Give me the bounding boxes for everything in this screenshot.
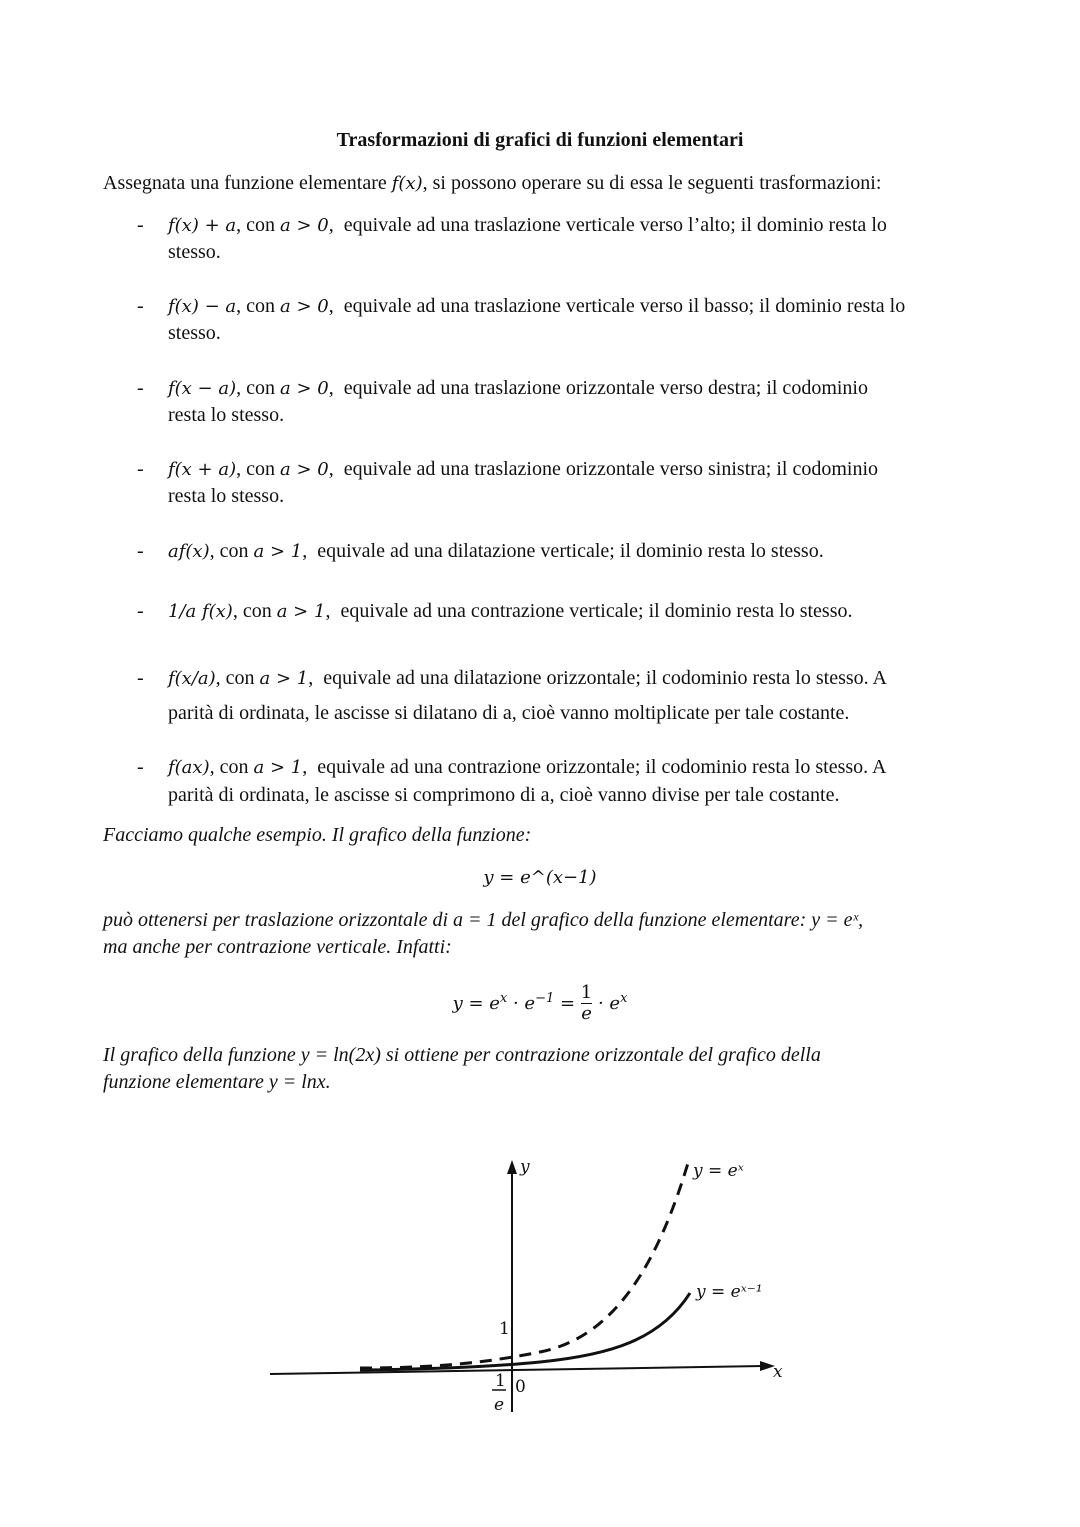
item-description: equivale ad una traslazione orizzontale verso sinistra; il codominio (343, 458, 879, 480)
item-con: , con (209, 756, 254, 778)
item-condition: a > 1 (253, 757, 303, 778)
item-con: , con (236, 377, 281, 399)
item-con: , con (215, 667, 260, 689)
item-condition: a > 0 (280, 378, 329, 399)
item-condition: a > 0 (280, 459, 329, 480)
bullet-dash: - (137, 667, 144, 689)
example-paragraph-3a: Il grafico della funzione y = ln(2x) si ottiene per contrazione orizzontale del grafico della (103, 1044, 821, 1066)
bullet-dash: - (137, 458, 144, 480)
item-description-cont: parità di ordinata, le ascisse si dilatano di a, cioè vanno moltiplicate per tale costante. (168, 702, 850, 724)
y-axis-arrow-icon (507, 1160, 517, 1174)
item-description: equivale ad una contrazione orizzontale; il codominio resta lo stesso. A (317, 756, 887, 778)
item-condition: a > 0 (280, 215, 329, 236)
item-formula: f(ax) (168, 757, 210, 778)
x-axis-label: x (773, 1362, 783, 1382)
item-description: equivale ad una dilatazione verticale; il dominio resta lo stesso. (317, 540, 824, 562)
bullet-dash: - (137, 214, 144, 236)
transformation-item: af(x), con a > 1, equivale ad una dilatazione verticale; il dominio resta lo stesso. (168, 540, 824, 562)
item-formula: f(x/a) (168, 668, 216, 689)
example-paragraph-2a: può ottenersi per traslazione orizzontale di a = 1 del grafico della funzione elementare: y = eˣ, (103, 909, 864, 931)
page-title: Trasformazioni di grafici di funzioni elementari (336, 129, 744, 151)
example-paragraph-2b: ma anche per contrazione verticale. Infatti: (103, 936, 452, 958)
item-formula: f(x − a) (168, 378, 237, 399)
item-description: equivale ad una traslazione orizzontale verso destra; il codominio (343, 377, 868, 399)
bullet-dash: - (137, 377, 144, 399)
tick-inv-e-denominator: e (494, 1395, 505, 1415)
item-con: , con (236, 214, 281, 236)
intro-text: Assegnata una funzione elementare (103, 172, 392, 194)
transformation-item: f(ax), con a > 1, equivale ad una contrazione orizzontale; il codominio resta lo stesso. A (168, 756, 887, 778)
bullet-dash: - (137, 756, 144, 778)
item-formula: 1/a f(x) (168, 601, 233, 622)
item-formula: f(x) − a (168, 296, 237, 317)
item-formula: af(x) (168, 541, 210, 562)
bullet-dash: - (137, 295, 144, 317)
y-axis-label: y (520, 1157, 530, 1177)
transformation-item: f(x) + a, con a > 0, equivale ad una traslazione verticale verso l’alto; il dominio resta lo (168, 214, 887, 236)
transformation-item: f(x/a), con a > 1, equivale ad una dilatazione orizzontale; il codominio resta lo stesso. A (168, 667, 887, 689)
bullet-dash: - (137, 600, 144, 622)
origin-label: 0 (515, 1377, 526, 1397)
item-con: , con (236, 295, 281, 317)
equation-2: $y = e^x \cdot e^{-1}$ = $\frac{1}{e}$ · $e^x$ (452, 982, 628, 1024)
item-condition: a > 1 (259, 668, 309, 689)
bullet-dash: - (137, 540, 144, 562)
transformation-item: f(x) − a, con a > 0, equivale ad una traslazione verticale verso il basso; il dominio resta lo (168, 295, 906, 317)
intro-text-end: , si possono operare su di essa le seguenti trasformazioni: (422, 172, 882, 194)
transformation-item: 1/a f(x), con a > 1, equivale ad una contrazione verticale; il dominio resta lo stesso. (168, 600, 853, 622)
example-paragraph-3b: funzione elementare y = lnx. (103, 1071, 331, 1093)
item-formula: f(x + a) (168, 459, 237, 480)
item-con: , con (232, 600, 277, 622)
item-description: equivale ad una traslazione verticale verso l’alto; il dominio resta lo (343, 214, 887, 236)
curve-exp-x-minus-1 (360, 1293, 690, 1370)
intro-formula: f(x) (391, 173, 423, 194)
item-con: , con (236, 458, 281, 480)
item-condition: a > 1 (276, 601, 326, 622)
item-condition: a > 0 (280, 296, 329, 317)
transformation-item: f(x − a), con a > 0, equivale ad una traslazione orizzontale verso destra; il codominio (168, 377, 868, 399)
equation-1-text: y = e^(x−1) (483, 867, 597, 888)
item-description-cont: stesso. (168, 241, 221, 263)
x-axis (270, 1366, 765, 1374)
item-description: equivale ad una contrazione verticale; il dominio resta lo stesso. (340, 600, 853, 622)
curve-label-exp-x-minus-1: y = eˣ⁻¹ (696, 1282, 763, 1302)
curve-label-exp-x: y = eˣ (693, 1161, 744, 1181)
item-formula: f(x) + a (168, 215, 237, 236)
tick-1-label: 1 (499, 1319, 510, 1339)
item-condition: a > 1 (253, 541, 303, 562)
item-description: equivale ad una dilatazione orizzontale; il codominio resta lo stesso. A (323, 667, 887, 689)
item-description-cont: resta lo stesso. (168, 485, 285, 507)
item-description: equivale ad una traslazione verticale verso il basso; il dominio resta lo (343, 295, 906, 317)
item-description-cont: resta lo stesso. (168, 404, 285, 426)
transformation-item: f(x + a), con a > 0, equivale ad una traslazione orizzontale verso sinistra; il codominio (168, 458, 879, 480)
tick-inv-e-numerator: 1 (495, 1371, 506, 1391)
item-con: , con (209, 540, 254, 562)
item-description-cont: parità di ordinata, le ascisse si comprimono di a, cioè vanno divise per tale costante. (168, 784, 840, 806)
example-paragraph-1: Facciamo qualche esempio. Il grafico della funzione: (103, 824, 532, 846)
item-description-cont: stesso. (168, 322, 221, 344)
